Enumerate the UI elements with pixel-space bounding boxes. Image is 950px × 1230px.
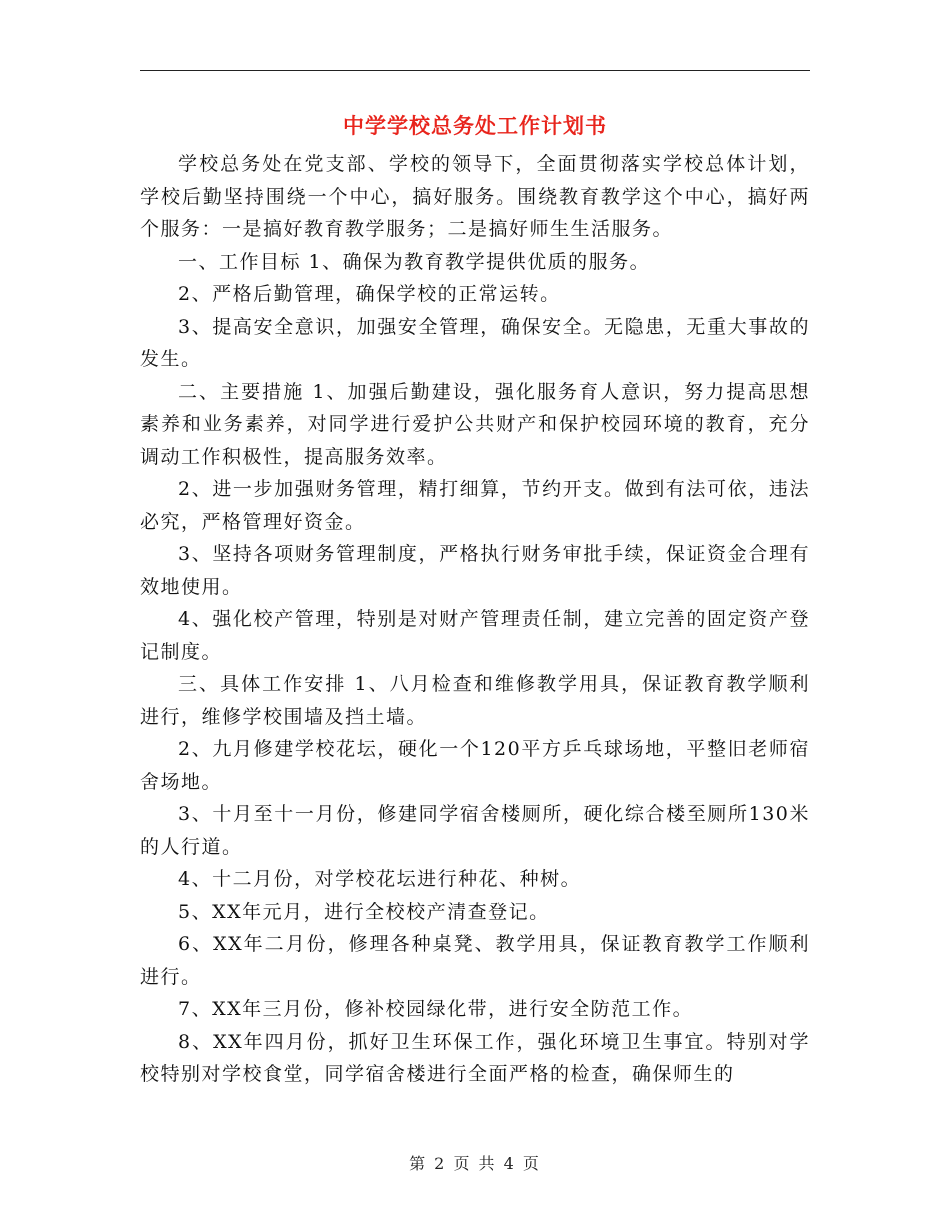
paragraph: 2、进一步加强财务管理，精打细算，节约开支。做到有法可依，违法必究，严格管理好资金。 (140, 478, 810, 533)
paragraph: 三、具体工作安排 1、八月检查和维修教学用具，保证教育教学顺利进行，维修学校围墙及挡土墙。 (140, 673, 810, 728)
paragraph: 2、严格后勤管理，确保学校的正常运转。 (178, 283, 561, 305)
paragraph: 4、十二月份，对学校花坛进行种花、种树。 (178, 868, 582, 890)
paragraph: 8、XX年四月份，抓好卫生环保工作，强化环境卫生事宜。特别对学校特别对学校食堂，同学宿舍楼进行全面严格的检查，确保师生的 (140, 1030, 810, 1085)
document-body (140, 148, 810, 1091)
paragraph: 6、XX年二月份，修理各种桌凳、教学用具，保证教育教学工作顺利进行。 (140, 933, 810, 988)
paragraph: 7、XX年三月份，修补校园绿化带，进行安全防范工作。 (178, 998, 694, 1020)
paragraph: 4、强化校产管理，特别是对财产管理责任制，建立完善的固定资产登记制度。 (140, 608, 810, 663)
paragraph: 3、十月至十一月份，修建同学宿舍楼厕所，硬化综合楼至厕所130米的人行道。 (140, 803, 810, 858)
page-footer: 第 2 页 共 4 页 (409, 1154, 541, 1173)
paragraph: 2、九月修建学校花坛，硬化一个120平方乒乓球场地，平整旧老师宿舍场地。 (140, 738, 810, 793)
paragraph: 学校总务处在党支部、学校的领导下，全面贯彻落实学校总体计划，学校后勤坚持围绕一个中心，搞好服务。围绕教育教学这个中心，搞好两个服务：一是搞好教育教学服务；二是搞好师生生活服务。 (140, 153, 810, 240)
paragraph: 3、提高安全意识，加强安全管理，确保安全。无隐患，无重大事故的发生。 (140, 315, 810, 370)
paragraph: 3、坚持各项财务管理制度，严格执行财务审批手续，保证资金合理有效地使用。 (140, 543, 810, 598)
paragraph: 5、XX年元月，进行全校校产清查登记。 (178, 900, 550, 923)
paragraph: 二、主要措施 1、加强后勤建设，强化服务育人意识，努力提高思想素养和业务素养，对同学进行爱护公共财产和保护校园环境的教育，充分调动工作积极性，提高服务效率。 (140, 380, 810, 468)
header-rule (140, 70, 810, 71)
paragraph: 一、工作目标 1、确保为教育教学提供优质的服务。 (178, 250, 651, 273)
document-title: 中学学校总务处工作计划书 (343, 113, 607, 138)
